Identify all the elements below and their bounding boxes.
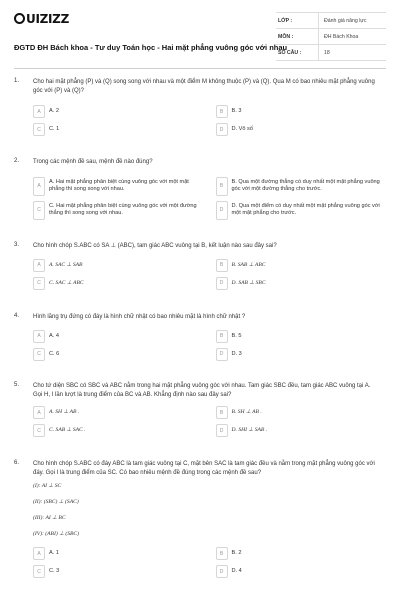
option-c[interactable] — [33, 565, 203, 578]
option-a[interactable] — [33, 105, 203, 118]
option-b[interactable] — [216, 177, 386, 196]
option-d[interactable] — [216, 123, 386, 136]
option-d[interactable] — [216, 277, 386, 290]
option-text: C. SAC ⊥ ABC — [49, 279, 84, 286]
option-text: D. 4 — [231, 568, 242, 574]
question-6 — [14, 460, 386, 578]
info-value: ĐH Bách Khoa — [324, 33, 359, 40]
option-b[interactable] — [216, 330, 386, 343]
question-text: Cho tứ diện SBC có SBC và ABC nằm trong hai mặt phẳng vuông góc với nhau. Tam giác SBC đều, tam giác ABC vuông tại A. Gọi H, I lần lượt là trung điểm của BC và AB. Khẳng định nào sau đây sai? — [33, 383, 371, 398]
option-letter: C — [33, 348, 45, 361]
option-text: C. 6 — [49, 350, 60, 357]
option-letter: C — [33, 123, 45, 136]
option-letter: D — [216, 424, 228, 437]
option-letter: D — [216, 201, 228, 220]
option-text: D. SHI ⊥ SAB . — [231, 427, 268, 433]
option-letter: B — [216, 177, 228, 196]
option-letter: D — [216, 277, 228, 290]
option-letter: D — [216, 348, 228, 361]
option-a[interactable] — [33, 259, 203, 272]
option-letter: A — [33, 177, 45, 196]
option-d[interactable] — [216, 348, 386, 361]
info-row-subject — [276, 29, 386, 45]
options — [33, 177, 385, 220]
option-text: B. SH ⊥ AB . — [231, 409, 262, 415]
statement-3: (III): AI ⊥ BC — [33, 515, 66, 521]
options — [33, 259, 385, 290]
question-number: 3. — [14, 242, 20, 248]
option-a[interactable] — [33, 406, 203, 419]
info-value: Đánh giá năng lực — [324, 17, 367, 24]
option-text: A. 4 — [49, 332, 59, 339]
option-text: D. Qua một điểm có duy nhất một mặt phẳng vuông góc với một mặt phẳng cho trước. — [231, 203, 380, 216]
question-3 — [14, 242, 386, 313]
option-letter: C — [33, 565, 45, 578]
question-text: Cho hình chóp S.ABC có SA ⊥ (ABC), tam giác ABC vuông tại B, kết luận nào sau đây sai? — [33, 243, 277, 249]
question-number: 2. — [14, 158, 20, 164]
option-letter: A — [33, 406, 45, 419]
logo-q-icon — [14, 13, 25, 24]
option-a[interactable] — [33, 177, 203, 196]
question-number: 4. — [14, 313, 20, 319]
statement-1: (I): AI ⊥ SC — [33, 483, 62, 489]
option-letter: C — [33, 424, 45, 437]
option-letter: B — [216, 105, 228, 118]
question-number: 5. — [14, 382, 20, 388]
option-letter: C — [33, 201, 45, 220]
option-letter: A — [33, 259, 45, 272]
options — [33, 105, 385, 136]
quizizz-logo — [14, 12, 69, 26]
option-c[interactable] — [33, 348, 203, 361]
option-b[interactable] — [216, 406, 386, 419]
option-text: C. 1 — [49, 126, 60, 132]
question-text: Cho hình chóp S.ABC có đáy ABC là tam giác vuông tại C, mặt bên SAC là tam giác đều và nằm trong mặt phẳng vuông góc với đáy. Gọi I là trung điểm của SC. Có bao nhiêu mệnh đề đúng trong các mệnh đề sau? — [33, 461, 375, 476]
option-text: A. SH ⊥ AB . — [49, 409, 80, 415]
header-divider — [14, 68, 386, 69]
option-text: A. Hai mặt phẳng phân biệt cùng vuông góc với một mặt phẳng thì song song với nhau. — [49, 179, 189, 192]
info-value: 18 — [324, 49, 330, 56]
option-a[interactable] — [33, 330, 203, 343]
option-a[interactable] — [33, 547, 203, 560]
info-row-class — [276, 13, 386, 29]
worksheet-title: ĐGTD ĐH Bách khoa - Tư duy Toán học - Hai mặt phẳng vuông góc với nhau — [14, 43, 288, 52]
option-d[interactable] — [216, 424, 386, 437]
option-c[interactable] — [33, 277, 203, 290]
info-key: LỚP : — [276, 13, 319, 28]
option-b[interactable] — [216, 259, 386, 272]
option-text: C. Hai mặt phẳng phân biệt cùng vuông góc với một đường thẳng thì song song với nhau. — [49, 203, 197, 216]
question-text: Trong các mệnh đề sau, mệnh đề nào đúng? — [33, 159, 153, 165]
question-text: Cho hai mặt phẳng (P) và (Q) song song với nhau và một điểm M không thuộc (P) và (Q). Qua M có bao nhiêu mặt phẳng vuông góc với (P) và (Q)? — [33, 79, 375, 94]
option-c[interactable] — [33, 201, 203, 220]
option-letter: B — [216, 406, 228, 419]
option-letter: A — [33, 330, 45, 343]
option-b[interactable] — [216, 105, 386, 118]
info-key: MÔN : — [276, 29, 319, 44]
option-b[interactable] — [216, 547, 386, 560]
option-letter: D — [216, 565, 228, 578]
question-list — [14, 78, 386, 578]
option-c[interactable] — [33, 123, 203, 136]
info-row-count — [276, 45, 386, 61]
option-d[interactable] — [216, 201, 386, 220]
option-c[interactable] — [33, 424, 203, 437]
question-5 — [14, 382, 386, 460]
question-number: 6. — [14, 460, 20, 466]
option-letter: D — [216, 123, 228, 136]
info-table — [276, 12, 386, 61]
option-text: C. SAB ⊥ SAC . — [49, 427, 86, 433]
question-2 — [14, 158, 386, 242]
option-text: A. 2 — [49, 108, 59, 114]
logo-text: UIZIZZ — [26, 12, 69, 26]
options — [33, 330, 385, 361]
option-text: D. Vô số — [231, 126, 253, 132]
option-letter: B — [216, 259, 228, 272]
option-text: A. SAC ⊥ SAB — [49, 261, 83, 268]
option-text: B. SAB ⊥ ABC — [231, 261, 266, 268]
statement-4: (IV): (ABI) ⊥ (SBC) — [33, 531, 80, 537]
option-d[interactable] — [216, 565, 386, 578]
worksheet-header — [14, 12, 386, 64]
option-text: D. 3 — [231, 350, 242, 357]
option-text: B. 5 — [231, 332, 242, 339]
question-number: 1. — [14, 78, 20, 84]
option-letter: B — [216, 547, 228, 560]
option-letter: C — [33, 277, 45, 290]
option-letter: B — [216, 330, 228, 343]
info-key: SỐ CÂU : — [276, 45, 319, 60]
option-text: B. Qua một đường thẳng có duy nhất một mặt phẳng vuông góc với một đường thẳng cho trước. — [231, 179, 380, 192]
option-text: B. 2 — [231, 550, 242, 556]
option-text: B. 3 — [231, 108, 242, 114]
option-letter: A — [33, 547, 45, 560]
options — [33, 406, 385, 437]
question-text: Hình lăng trụ đứng có đáy là hình chữ nhật có bao nhiêu mặt là hình chữ nhật ? — [33, 314, 246, 320]
option-letter: A — [33, 105, 45, 118]
question-1 — [14, 78, 386, 158]
option-text: A. 1 — [49, 550, 59, 556]
statement-2: (II): (SBC) ⊥ (SAC) — [33, 499, 79, 505]
option-text: D. SAB ⊥ SBC — [231, 279, 266, 286]
options — [33, 547, 385, 578]
question-4 — [14, 313, 386, 382]
option-text: C. 3 — [49, 568, 60, 574]
